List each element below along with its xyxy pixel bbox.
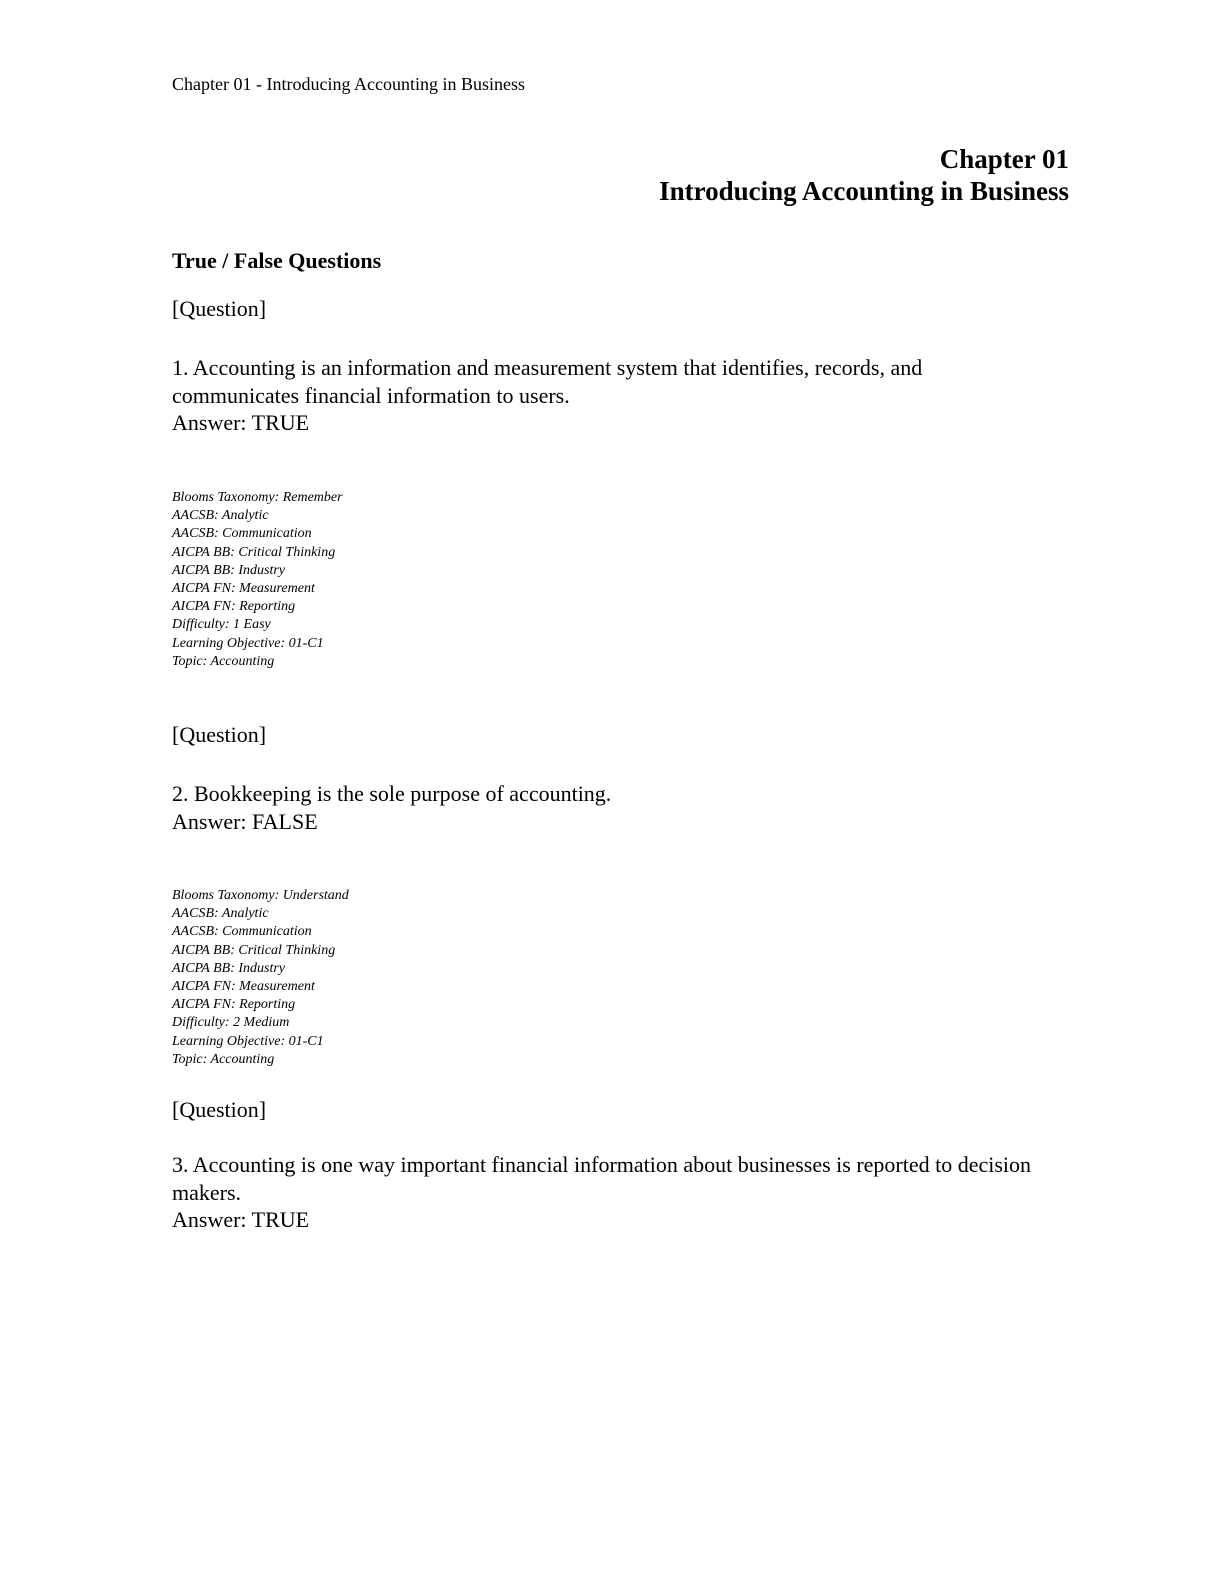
question-marker: [Question] [172,722,267,747]
running-header: Chapter 01 - Introducing Accounting in Business [172,74,525,94]
question-marker: [Question] [172,296,267,321]
chapter-number: Chapter 01 [939,144,1069,174]
question-text: 3. Accounting is one way important financial information about businesses is reported to decision makers. [172,1152,1032,1205]
metadata-item: AICPA FN: Measurement [172,979,315,995]
metadata-item: AICPA BB: Industry [172,960,286,976]
question-block [172,354,1052,437]
metadata-item: AICPA BB: Critical Thinking [172,942,336,958]
question-text: 2. Bookkeeping is the sole purpose of accounting. [172,781,612,806]
question-answer: Answer: TRUE [172,1207,310,1232]
chapter-name: Introducing Accounting in Business [659,176,1069,206]
metadata-item: AICPA FN: Reporting [172,599,296,615]
metadata-item: Difficulty: 2 Medium [172,1015,290,1031]
question-marker: [Question] [172,1097,267,1122]
metadata-item: AACSB: Communication [172,924,312,940]
metadata-item: Topic: Accounting [172,653,275,669]
metadata-item: AACSB: Analytic [172,508,269,524]
section-heading: True / False Questions [172,248,382,273]
metadata-item: AICPA BB: Industry [172,562,286,578]
metadata-item: Learning Objective: 01-C1 [172,1033,324,1049]
metadata-item: Blooms Taxonomy: Understand [172,888,349,903]
metadata-item: AACSB: Analytic [172,906,269,922]
question-answer: Answer: TRUE [172,410,310,435]
metadata-item: AACSB: Communication [172,526,312,542]
question-block [172,1151,1052,1234]
question-answer: Answer: FALSE [172,808,318,834]
chapter-title [659,143,1069,207]
metadata-item: Topic: Accounting [172,1051,275,1067]
question-metadata [172,887,349,1069]
question-text: 1. Accounting is an information and measurement system that identifies, records, and communicates financial information to users. [172,355,923,408]
question-block [172,780,1052,835]
metadata-item: Blooms Taxonomy: Remember [172,490,343,505]
metadata-item: AICPA BB: Critical Thinking [172,544,336,560]
question-metadata [172,489,343,671]
metadata-item: Difficulty: 1 Easy [172,617,271,633]
metadata-item: AICPA FN: Measurement [172,581,315,597]
metadata-item: AICPA FN: Reporting [172,997,296,1013]
metadata-item: Learning Objective: 01-C1 [172,635,324,651]
